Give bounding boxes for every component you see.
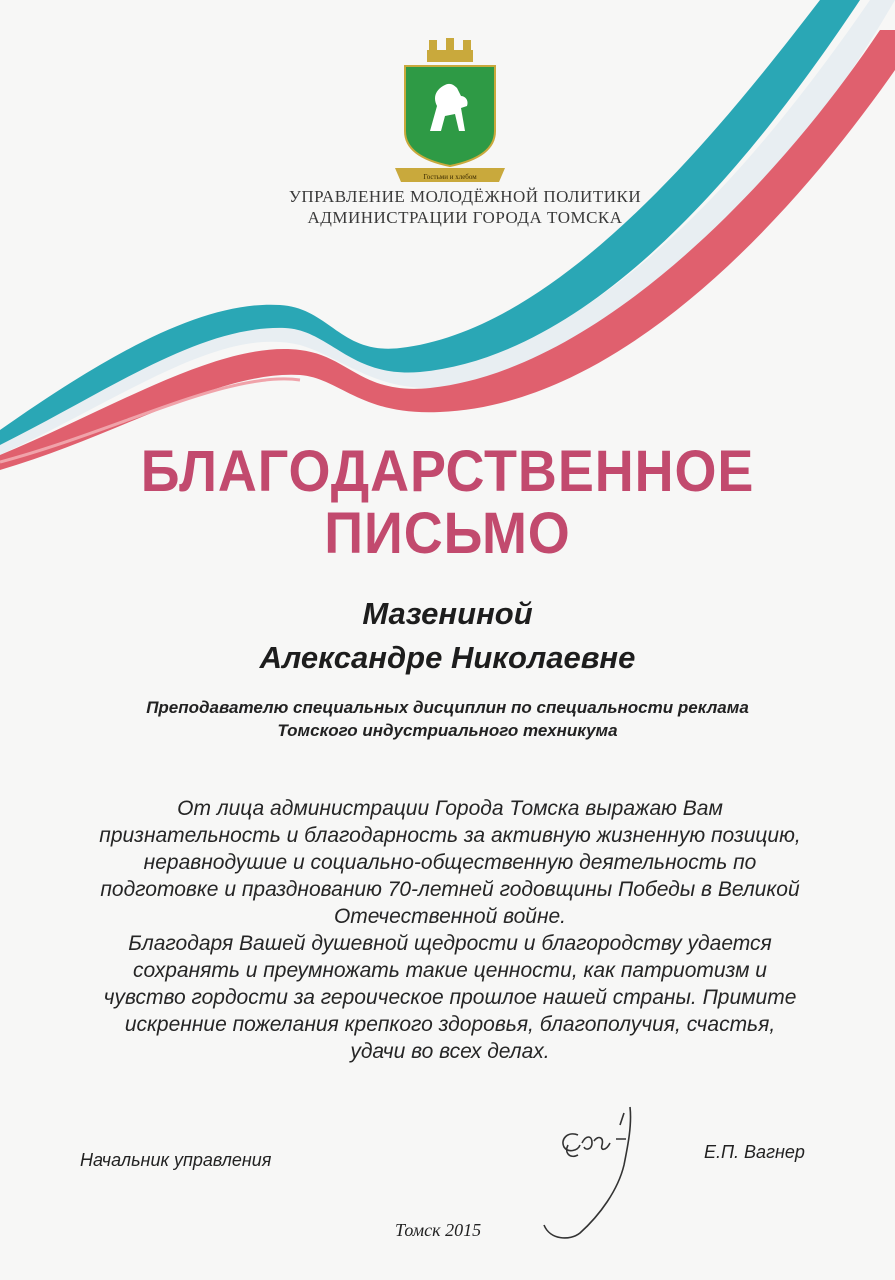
body-line: чувство гордости за героическое прошлое нашей страны. Примите: [103, 986, 797, 1009]
place-and-year: Томск 2015: [395, 1220, 482, 1240]
body-line: Благодаря Вашей душевной щедрости и благородству удается: [128, 932, 772, 955]
body-line: подготовке и празднованию 70-летней годовщины Победы в Великой: [100, 878, 800, 901]
organization-line-2: АДМИНИСТРАЦИИ ГОРОДА ТОМСКА: [307, 208, 623, 227]
body-line: искренние пожелания крепкого здоровья, благополучия, счастья,: [124, 1013, 776, 1036]
handwritten-signature-icon: [520, 1095, 680, 1245]
document-title-line-1: БЛАГОДАРСТВЕННОЕ: [140, 439, 755, 504]
signer-title: Начальник управления: [80, 1150, 272, 1170]
position-line-2: Томского индустриального техникума: [277, 721, 618, 740]
recipient-position: [0, 696, 895, 742]
crest-motto: Гостьми и хлебом: [423, 173, 477, 181]
recipient-given-names: Александре Николаевне: [259, 640, 636, 675]
recipient-surname: Мазениной: [362, 596, 533, 631]
tomsk-coat-of-arms-icon: [395, 36, 505, 186]
document-title-line-2: ПИСЬМО: [324, 501, 571, 566]
letter-body: [50, 795, 850, 1065]
signer-name: Е.П. Вагнер: [704, 1142, 805, 1162]
body-line: сохранять и преумножать такие ценности, как патриотизм и: [133, 959, 767, 982]
body-line: удачи во всех делах.: [350, 1040, 550, 1063]
organization-name: [0, 186, 895, 228]
body-line: Отечественной войне.: [333, 905, 567, 928]
body-line: признательность и благодарность за активную жизненную позицию,: [99, 824, 801, 847]
organization-line-1: УПРАВЛЕНИЕ МОЛОДЁЖНОЙ ПОЛИТИКИ: [288, 187, 642, 206]
position-line-1: Преподавателю специальных дисциплин по специальности реклама: [146, 698, 749, 717]
body-line: От лица администрации Города Томска выражаю Вам: [177, 797, 723, 820]
body-line: неравнодушие и социально-общественную деятельность по: [143, 851, 757, 874]
recipient-name: [0, 592, 895, 680]
